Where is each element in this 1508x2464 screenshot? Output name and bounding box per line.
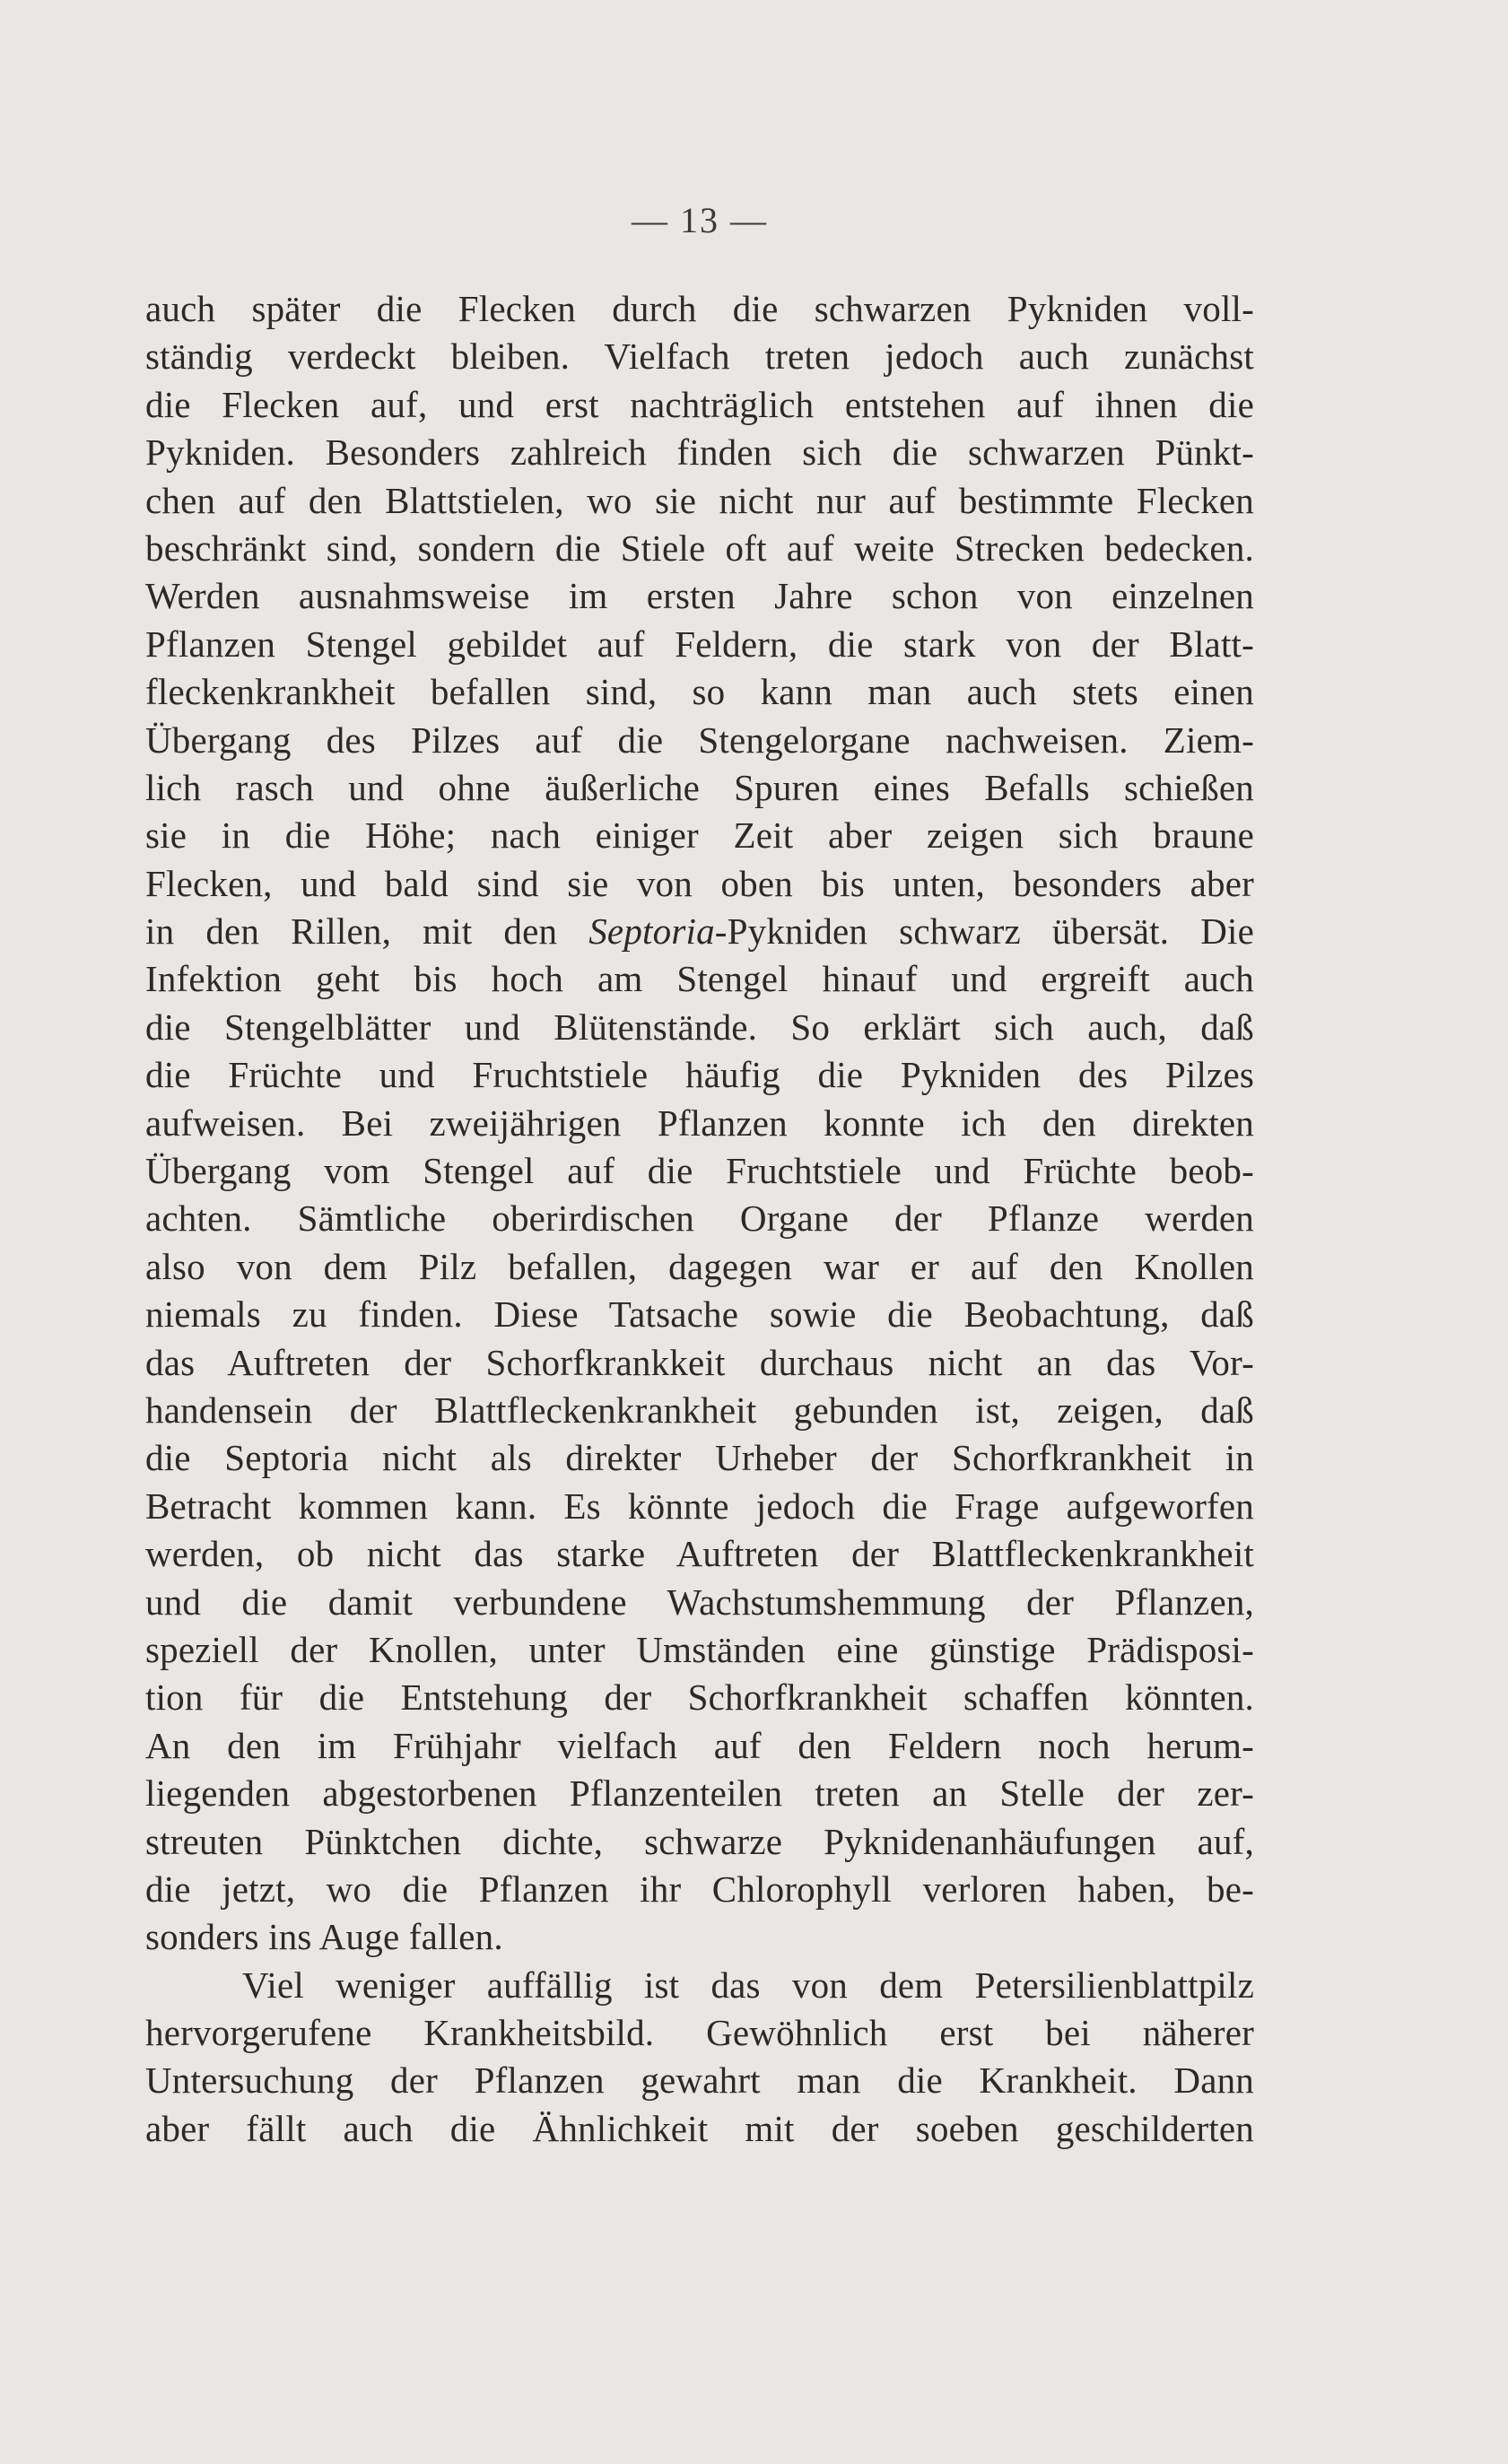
text-line: tion für die Entstehung der Schorfkrankheit schaffen könnten. (145, 1676, 1254, 1719)
text-line: aber fällt auch die Ähnlichkeit mit der soeben geschilderten (145, 2107, 1254, 2149)
text-line: Übergang vom Stengel auf die Fruchtstiele und Früchte beob- (145, 1150, 1254, 1192)
text-line: werden, ob nicht das starke Auftreten der Blattfleckenkrankheit (145, 1533, 1254, 1575)
text-line-paragraph-end: sonders ins Auge fallen. (145, 1916, 503, 1958)
text-line: die Septoria nicht als direkter Urheber der Schorfkrankheit in (145, 1437, 1254, 1479)
text-line: Infektion geht bis hoch am Stengel hinauf und ergreift auch (145, 958, 1254, 1000)
text-line-paragraph-start: Viel weniger auffällig ist das von dem Petersilienblattpilz (242, 1963, 1254, 2006)
text-segment: in den Rillen, mit den (145, 910, 589, 953)
text-line: handensein der Blattfleckenkrankheit gebunden ist, zeigen, daß (145, 1389, 1254, 1431)
text-line: auch später die Flecken durch die schwarzen Pykniden voll- (145, 288, 1254, 329)
text-line: niemals zu finden. Diese Tatsache sowie die Beobachtung, daß (145, 1293, 1254, 1336)
text-line: das Auftreten der Schorfkrankkeit durchaus nicht an das Vor- (145, 1341, 1254, 1383)
text-line: die Früchte und Fruchtstiele häufig die Pykniden des Pilzes (145, 1054, 1254, 1096)
text-line: Übergang des Pilzes auf die Stengelorgane nachweisen. Ziem- (145, 718, 1254, 761)
text-line: Flecken, und bald sind sie von oben bis unten, besonders aber (145, 862, 1254, 904)
text-line: An den im Frühjahr vielfach auf den Feldern noch herum- (145, 1724, 1254, 1766)
text-line: und die damit verbundene Wachstumshemmung der Pflanzen, (145, 1580, 1254, 1623)
text-line: achten. Sämtliche oberirdischen Organe der Pflanze werden (145, 1197, 1254, 1240)
text-line: Untersuchung der Pflanzen gewahrt man die Krankheit. Dann (145, 2059, 1254, 2102)
text-line: die Flecken auf, und erst nachträglich entstehen auf ihnen die (145, 383, 1254, 425)
text-line: Werden ausnahmsweise im ersten Jahre schon von einzelnen (145, 575, 1254, 617)
text-segment: -Pykniden schwarz übersät. Die (714, 910, 1254, 953)
text-line: aufweisen. Bei zweijährigen Pflanzen konnte ich den direkten (145, 1101, 1254, 1144)
text-line: Pykniden. Besonders zahlreich finden sich die schwarzen Pünkt- (145, 431, 1254, 474)
italic-term-septoria: Septoria (588, 910, 715, 953)
text-line: hervorgerufene Krankheitsbild. Gewöhnlich erst bei näherer (145, 2012, 1254, 2054)
text-line: die jetzt, wo die Pflanzen ihr Chlorophyll verloren haben, be- (145, 1868, 1254, 1910)
text-line: streuten Pünktchen dichte, schwarze Pyknidenanhäufungen auf, (145, 1820, 1254, 1862)
text-line: also von dem Pilz befallen, dagegen war er auf den Knollen (145, 1245, 1254, 1287)
text-line: sie in die Höhe; nach einiger Zeit aber zeigen sich braune (145, 814, 1254, 857)
body-text (145, 285, 1254, 2153)
text-line: Pflanzen Stengel gebildet auf Feldern, die stark von der Blatt- (145, 623, 1254, 665)
text-line: liegenden abgestorbenen Pflanzenteilen treten an Stelle der zer- (145, 1772, 1254, 1815)
text-line: fleckenkrankheit befallen sind, so kann man auch stets einen (145, 671, 1254, 713)
text-line: Betracht kommen kann. Es könnte jedoch die Frage aufgeworfen (145, 1484, 1254, 1527)
text-line: speziell der Knollen, unter Umständen eine günstige Prädisposi- (145, 1628, 1254, 1670)
text-line: ständig verdeckt bleiben. Vielfach treten jedoch auch zunächst (145, 335, 1254, 378)
text-line: beschränkt sind, sondern die Stiele oft auf weite Strecken bedecken. (145, 527, 1254, 569)
text-line: lich rasch und ohne äußerliche Spuren eines Befalls schießen (145, 766, 1254, 808)
text-line-with-italic (145, 908, 1254, 955)
text-line: chen auf den Blattstielen, wo sie nicht nur auf bestimmte Flecken (145, 479, 1254, 521)
text-line: die Stengelblätter und Blütenstände. So erklärt sich auch, daß (145, 1006, 1254, 1048)
page-number: — 13 — (632, 200, 768, 240)
